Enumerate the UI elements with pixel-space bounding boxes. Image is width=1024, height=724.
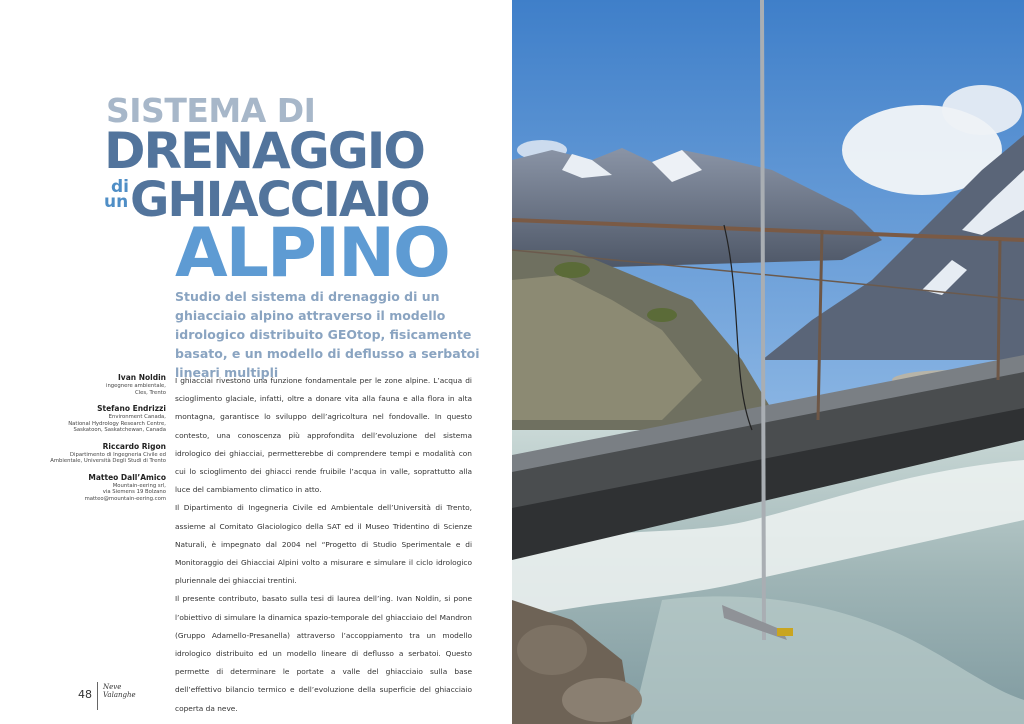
current-meter-body — [777, 628, 793, 636]
logo-line-2: Valanghe — [103, 691, 136, 699]
title-word-di: di — [111, 177, 129, 197]
shrub — [647, 308, 677, 322]
title-line-3: GHIACCIAIO — [130, 172, 429, 228]
author-affiliation: Mountain-eering srl, via Siemens 19 Bolzano matteo@mountain-eering.com — [84, 482, 166, 502]
title-line-1: SISTEMA DI — [106, 91, 316, 130]
title-line-4: ALPINO — [175, 214, 449, 293]
author-name: Riccardo Rigon — [102, 441, 166, 451]
measuring-pole — [762, 0, 764, 640]
footer-divider — [97, 682, 98, 710]
title-word-un: un — [104, 192, 129, 212]
author-list — [40, 373, 166, 510]
author-affiliation: Dipartimento di Ingegneria Civile ed Ambientale, Università Degli Studi di Trento — [50, 451, 166, 464]
author-name: Ivan Noldin — [118, 373, 166, 382]
article-body — [175, 372, 472, 718]
author-block — [40, 373, 166, 396]
body-paragraph: Il Dipartimento di Ingegneria Civile ed Ambientale dell’Università di Trento, assieme al Comitato Glaciologico della SAT ed il Museo Tridentino di Scienze Naturali, è impegnato dal 2004 nel “Progetto di Studio Sperimentale e di Monitoraggio dei Ghiacciai Alpini volto a misurare e simulare il ciclo idrologico pluriennale dei ghiacciai trentini. — [175, 503, 472, 586]
logo-line-1: Neve — [103, 683, 122, 691]
railing-post — [998, 240, 1000, 380]
title-line-2: DRENAGGIO — [104, 122, 424, 180]
author-affiliation: Environment Canada, National Hydrology Research Centre, Saskatoon, Saskatchewan, Canada — [68, 414, 166, 433]
author-affiliation: ingegnere ambientale, Cles, Trento — [105, 383, 166, 396]
author-name: Stefano Endrizzi — [97, 404, 166, 413]
magazine-logo — [103, 683, 143, 699]
body-paragraph: Il presente contributo, basato sulla tesi di laurea dell’ing. Ivan Noldin, si pone l’obiettivo di simulare la dinamica spazio-temporale del ghiacciaio del Mandron (Gruppo Adamello-Presanella) attraverso l’accoppiamento tra un modello idrologico distribuito ed un modello lineare di deflusso a serbatoi. Questo permette di determinare le portate a valle del ghiacciaio sulla base dell’effettivo bilancio termico e dell’evoluzione della superficie del ghiacciaio coperta da neve. — [175, 594, 472, 713]
glacier-stream-photo — [512, 0, 1024, 724]
body-paragraph: I ghiacciai rivestono una funzione fondamentale per le zone alpine. L’acqua di scioglimento glaciale, infatti, oltre a donare vita alla fauna e alla flora in alta montagna, garantisce lo sviluppo dell’agricoltura nel fondovalle. In questo contesto, una conoscenza più approfondita dell’evoluzione del sistema idrologico dei ghiacciai, permetterebbe di comprendere tempi e modalità con cui lo scioglimento dei ghiacci rende fruibile l’acqua in valle, soprattutto alla luce del cambiamento climatico in atto. — [175, 376, 472, 495]
author-block — [40, 442, 166, 465]
cloud — [942, 85, 1022, 135]
shrub — [554, 262, 590, 278]
page-number: 48 — [78, 688, 92, 701]
author-block — [40, 473, 166, 503]
boulder — [517, 625, 587, 675]
author-block — [40, 404, 166, 434]
article-subtitle: Studio del sistema di drenaggio di un ghiacciaio alpino attraverso il modello idrologico distribuito GEOtop, fisicamente basato, e un modello di deflusso a serbatoi lineari multipli — [175, 289, 480, 380]
photo-illustration — [512, 0, 1024, 724]
boulder — [562, 678, 642, 722]
author-name: Matteo Dall’Amico — [88, 472, 166, 482]
